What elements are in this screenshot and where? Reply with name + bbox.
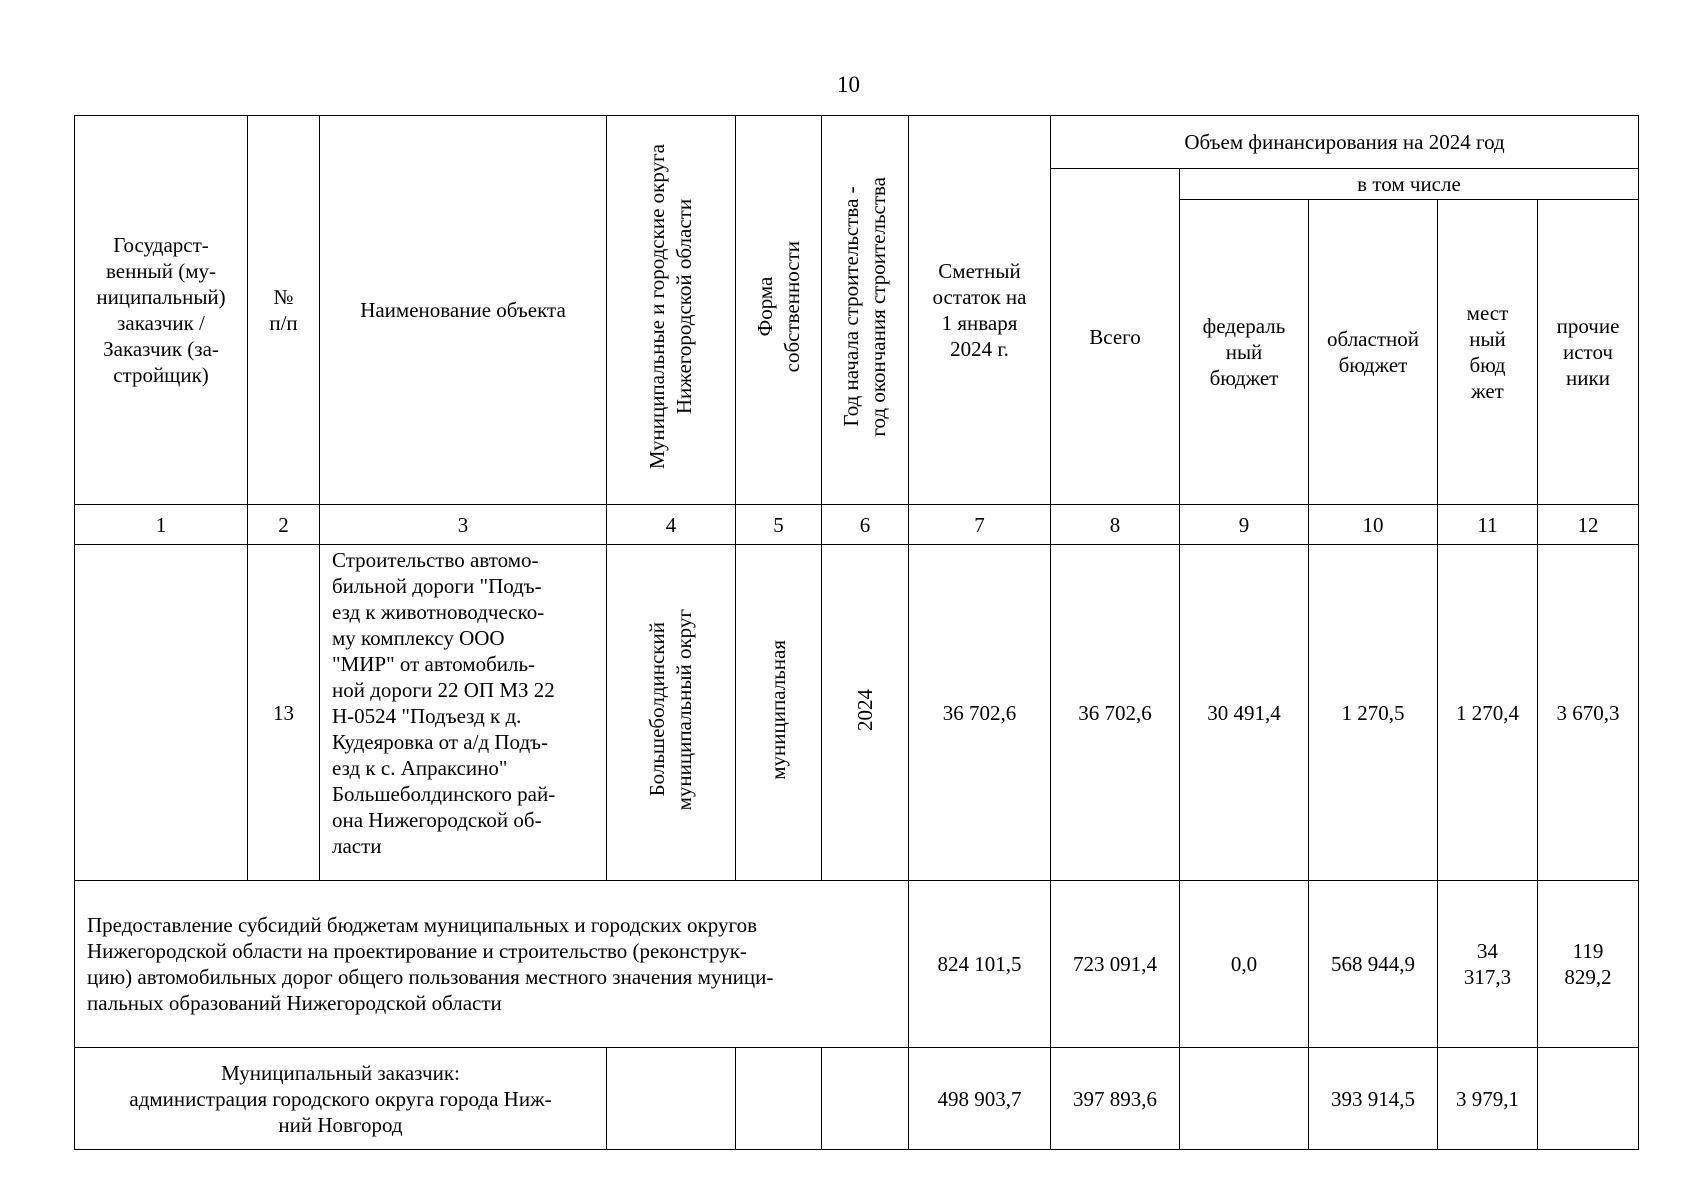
column-number: 11 [1438,505,1538,545]
subsidy-local: 34 317,3 [1438,881,1538,1048]
column-number: 4 [607,505,736,545]
customer-estimate-balance: 498 903,7 [909,1048,1051,1150]
header-number: № п/п [248,116,320,505]
subsidy-total: 723 091,4 [1051,881,1180,1048]
financing-table [74,115,1639,1150]
header-ownership [736,116,822,505]
subsidy-regional: 568 944,9 [1309,881,1438,1048]
header-years-text: Год начала строительства - год окончания строительства [839,177,890,437]
header-other: прочие источ ники [1538,200,1639,505]
customer-local: 3 979,1 [1438,1048,1538,1150]
subsidy-federal: 0,0 [1180,881,1309,1048]
customer-row [75,1048,1639,1150]
object-customer [75,545,248,881]
object-number: 13 [248,545,320,881]
object-other: 3 670,3 [1538,545,1639,881]
column-number: 7 [909,505,1051,545]
object-federal: 30 491,4 [1180,545,1309,881]
object-name: Строительство автомо- бильной дороги "Подъ- езд к животноводческо- му комплексу ООО "МИР" от автомобиль- ной дороги 22 ОП МЗ 22 Н-0524 "Подъезд к д. Кудеяровка от а/д Подъ- езд к с. Апраксино" Большеболдинского рай- она Нижегородской об- ласти [320,545,607,881]
column-number: 6 [822,505,909,545]
subsidy-estimate-balance: 824 101,5 [909,881,1051,1048]
object-local: 1 270,4 [1438,545,1538,881]
customer-ownership-empty [736,1048,822,1150]
header-years [822,116,909,505]
column-number: 12 [1538,505,1639,545]
object-row [75,545,1639,881]
object-ownership [736,545,822,881]
object-district-text: Большеболдинский муниципальный округ [645,608,696,811]
column-number: 2 [248,505,320,545]
customer-federal [1180,1048,1309,1150]
customer-other [1538,1048,1639,1150]
customer-regional: 393 914,5 [1309,1048,1438,1150]
municipal-customer: Муниципальный заказчик: администрация городского округа города Ниж- ний Новгород [75,1048,607,1150]
object-years-text: 2024 [852,688,877,731]
page-number: 10 [837,72,860,97]
column-number: 1 [75,505,248,545]
header-object-name: Наименование объекта [320,116,607,505]
header-total: Всего [1051,169,1180,505]
header-including: в том числе [1180,169,1639,200]
header-local: мест ный бюд жет [1438,200,1538,505]
header-estimate-balance: Сметный остаток на 1 января 2024 г. [909,116,1051,505]
column-number: 5 [736,505,822,545]
subsidy-other: 119 829,2 [1538,881,1639,1048]
column-number: 3 [320,505,607,545]
object-regional: 1 270,5 [1309,545,1438,881]
header-ownership-text: Форма собственности [752,241,804,373]
header-customer: Государст- венный (му- ниципальный) заказчик / Заказчик (за- стройщик) [75,116,248,505]
header-federal: федераль ный бюджет [1180,200,1309,505]
column-numbers-row [75,505,1639,545]
column-number: 9 [1180,505,1309,545]
header-regional: областной бюджет [1309,200,1438,505]
object-ownership-text: муниципальная [766,639,790,780]
object-estimate-balance: 36 702,6 [909,545,1051,881]
column-number: 8 [1051,505,1180,545]
object-total: 36 702,6 [1051,545,1180,881]
header-row-1 [75,116,1639,169]
object-years [822,545,909,881]
header-district [607,116,736,505]
subsidy-description: Предоставление субсидий бюджетам муниципальных и городских округов Нижегородской области на проектирование и строительство (реконструк- цию) автомобильных дорог общего пользования местного значения муници- пальных образований Нижегородской области [75,881,909,1048]
column-number: 10 [1309,505,1438,545]
object-district [607,545,736,881]
customer-district-empty [607,1048,736,1150]
header-district-text: Муниципальные и городские округа Нижегородской области [645,144,696,470]
customer-years-empty [822,1048,909,1150]
header-funding-title: Объем финансирования на 2024 год [1051,116,1639,169]
customer-total: 397 893,6 [1051,1048,1180,1150]
subsidy-row [75,881,1639,1048]
